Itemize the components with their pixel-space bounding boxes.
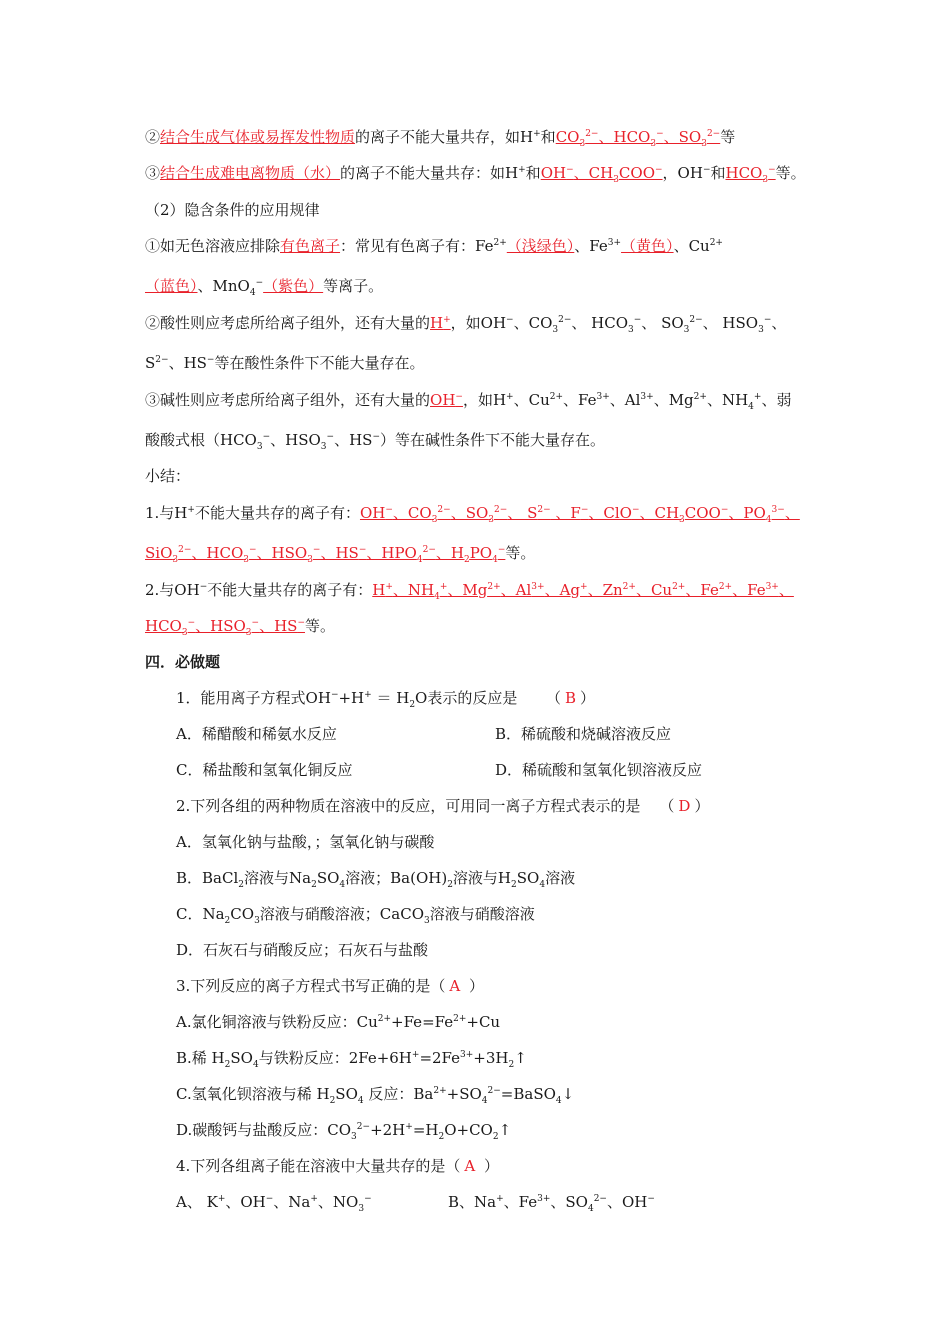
answer-3: A (449, 977, 461, 995)
q1-option-a: A．稀醋酸和稀氨水反应 (176, 725, 337, 743)
q3-option-d: D.碳酸钙与盐酸反应：$CO_3^{2-}+2H^+=H_2O+CO_2↑$ (176, 1121, 512, 1142)
q2-option-a: A．氢氧化钠与盐酸，；氢氧化钠与碳酸 (176, 833, 435, 851)
colorless-rule-cont: （蓝色）、MnO$_4$−（紫色）等离子。 (145, 277, 384, 298)
section-heading-hidden-conditions: （2）隐含条件的应用规律 (145, 201, 320, 219)
acidic-rule-cont: $S^{2-}$、HS−等在酸性条件下不能大量存在。 (145, 354, 425, 372)
rule-water-line: ③结合生成难电离物质（水）的离子不能大量共存：如H+和OH−、$CH_3COO^-$，OH−和$HCO_3^-$等。 (145, 164, 806, 185)
q1-option-d: D．稀硫酸和氢氧化钡溶液反应 (495, 761, 703, 779)
q4-option-b: B、Na+、$Fe^{3+}$、$SO_4^{2-}$、OH− (448, 1193, 655, 1214)
summary-oh-line: 2.与OH−不能大量共存的离子有：H+、$NH_4^+$、$Mg^{2+}$、$Al^{3+}$、Ag+、$Zn^{2+}$、$Cu^{2+}$、$Fe^{2+}$、$Fe^{3+}$、 (145, 581, 794, 602)
summary-heading: 小结： (145, 467, 191, 485)
question-2: 2.下列各组的两种物质在溶液中的反应，可用同一离子方程式表示的是 （ D ） (176, 797, 710, 815)
q2-option-d: D．石灰石与硝酸反应；石灰石与盐酸 (176, 941, 429, 959)
q4-option-a: A、 K+、OH−、Na+、$NO_3^-$ (176, 1193, 372, 1214)
colorless-rule-line: ①如无色溶液应排除有色离子：常见有色离子有：$Fe^{2+}$（浅绿色）、$Fe^{3+}$（黄色）、$Cu^{2+}$ (145, 237, 723, 255)
q2-option-c: C．$Na_2CO_3$溶液与硝酸溶液；CaCO$_3$溶液与硝酸溶液 (176, 905, 535, 926)
answer-4: A (464, 1157, 476, 1175)
q1-option-c: C．稀盐酸和氢氧化铜反应 (176, 761, 353, 779)
answer-2: D (678, 797, 691, 815)
q1-option-b: B．稀硫酸和烧碱溶液反应 (495, 725, 672, 743)
acidic-rule-line: ②酸性则应考虑所给离子组外，还有大量的H+，如OH−、$CO_3^{2-}$、 $HCO_3^-$、 $SO_3^{2-}$、 $HSO_3^-$、 (145, 314, 787, 335)
q3-option-c: C.氢氧化钡溶液与稀 $H_2SO_4$ 反应：$Ba^{2+}+SO_4^{2-}=BaSO_4↓$ (176, 1085, 575, 1106)
question-4: 4.下列各组离子能在溶液中大量共存的是（ A ） (176, 1157, 499, 1175)
question-3: 3.下列反应的离子方程式书写正确的是（ A ） (176, 977, 484, 995)
rule-gas-line: ②结合生成气体或易挥发性物质的离子不能大量共存，如H+和$CO_3^{2-}$、$HCO_3^-$、$SO_3^{2-}$等 (145, 128, 736, 149)
question-1: 1．能用离子方程式$OH^-+H^+ = H_2O$表示的反应是 （ B ） (176, 689, 596, 710)
basic-rule-cont: 酸酸式根（$HCO_3^-$、$HSO_3^-$、HS−）等在碱性条件下不能大量存在。 (145, 431, 605, 452)
section-heading-exercises: 四．必做题 (145, 653, 221, 671)
summary-h-line: 1.与H+不能大量共存的离子有：OH−、$CO_3^{2-}$、$SO_3^{2-}$、 $S^{2-}$ 、F−、ClO−、$CH_3COO^-$、$PO_4^{3-}$、 (145, 504, 800, 525)
basic-rule-line: ③碱性则应考虑所给离子组外，还有大量的OH−，如H+、$Cu^{2+}$、$Fe^{3+}$、$Al^{3+}$、$Mg^{2+}$、$NH_4^+$、弱 (145, 391, 792, 412)
q3-option-a: A.氯化铜溶液与铁粉反应：$Cu^{2+}+Fe=Fe^{2+}+Cu$ (176, 1013, 501, 1031)
q2-option-b: B．BaCl$_2$溶液与$Na_2SO_4$溶液；$Ba(OH)_2$溶液与$H_2SO_4$溶液 (176, 869, 576, 890)
q3-option-b: B.稀 $H_2SO_4$与铁粉反应：$2Fe+6H^+=2Fe^{3+}+3H_2↑$ (176, 1049, 527, 1070)
answer-1: B (564, 689, 576, 707)
summary-h-line-cont: SiO$_3^{2-}$、$HCO_3^-$、$HSO_3^-$、HS−、$HPO_4^{2-}$、$H_2PO_4^-$等。 (145, 544, 536, 565)
summary-oh-line-cont: $HCO_3^-$、$HSO_3^-$、HS−等。 (145, 617, 335, 638)
